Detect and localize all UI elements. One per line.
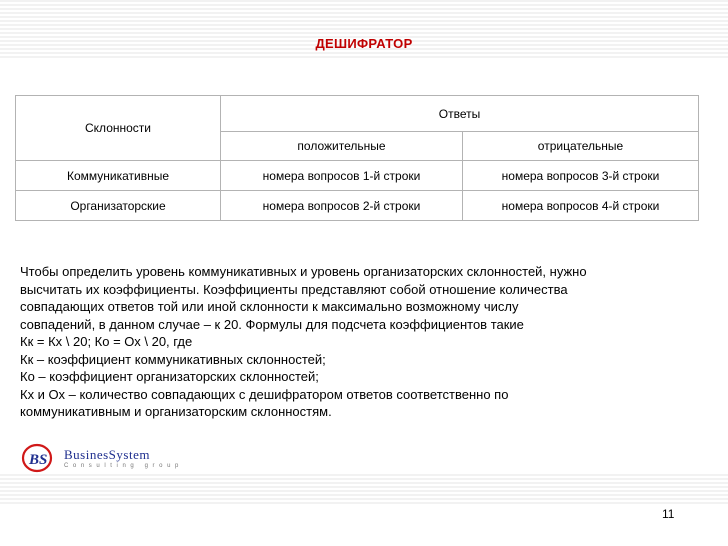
company-logo bbox=[20, 443, 190, 473]
page-number: 11 bbox=[662, 507, 675, 521]
text-line: Кх и Ох – количество совпадающих с дешифратором ответов соответственно по bbox=[20, 386, 509, 402]
row-positive: номера вопросов 2-й строки bbox=[221, 191, 463, 221]
subheader-positive: положительные bbox=[221, 132, 463, 161]
slide-title: ДЕШИФРАТОР bbox=[315, 36, 413, 51]
logo-tagline: Consulting group bbox=[64, 463, 183, 469]
logo-mark-icon bbox=[20, 443, 60, 473]
text-line: совпадающих ответов той или иной склонности к максимально возможному числу bbox=[20, 299, 519, 314]
subheader-negative: отрицательные bbox=[463, 132, 699, 161]
explanation-text bbox=[20, 263, 700, 421]
row-positive: номера вопросов 1-й строки bbox=[221, 161, 463, 191]
footer-band bbox=[0, 474, 728, 504]
row-negative: номера вопросов 4-й строки bbox=[463, 191, 699, 221]
logo-name: BusinesSystem bbox=[64, 447, 150, 462]
logo-mark-text: BS bbox=[29, 452, 48, 468]
row-negative: номера вопросов 3-й строки bbox=[463, 161, 699, 191]
row-label: Коммуникативные bbox=[16, 161, 221, 191]
table-row bbox=[16, 191, 699, 221]
text-line: высчитать их коэффициенты. Коэффициенты представляют собой отношение количества bbox=[20, 281, 568, 297]
row-label: Организаторские bbox=[16, 191, 221, 221]
text-line: Кк – коэффициент коммуникативных склонностей; bbox=[20, 351, 326, 367]
text-line: совпадений, в данном случае – к 20. Формулы для подсчета коэффициентов такие bbox=[20, 316, 524, 332]
text-line: коммуникативным и организаторским склонностям. bbox=[20, 404, 332, 419]
header-answers: Ответы bbox=[221, 96, 699, 132]
header-inclinations: Склонности bbox=[16, 96, 221, 161]
text-line: Кк = Кх \ 20; Ко = Ох \ 20, где bbox=[20, 334, 193, 349]
text-line: Чтобы определить уровень коммуникативных и уровень организаторских склонностей, нужно bbox=[20, 264, 587, 279]
text-line: Ко – коэффициент организаторских склонностей; bbox=[20, 369, 319, 384]
decoder-table bbox=[15, 95, 699, 221]
table-row bbox=[16, 161, 699, 191]
